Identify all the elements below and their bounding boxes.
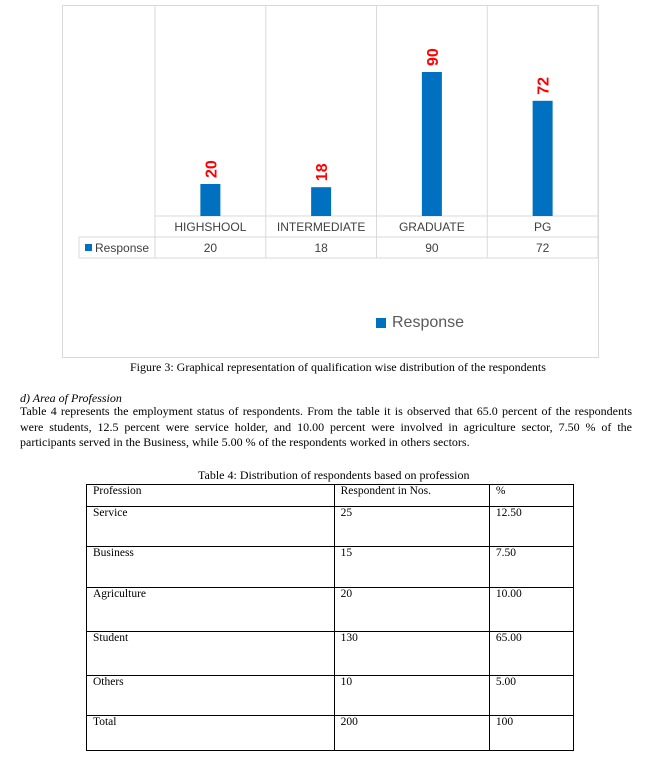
cell-percent: 65.00: [489, 632, 573, 676]
table-header-row: [87, 485, 574, 507]
bar: [311, 187, 331, 216]
cell-profession: Agriculture: [87, 588, 335, 632]
cell-percent: 12.50: [489, 507, 573, 547]
cell-profession: Student: [87, 632, 335, 676]
cell-respondents: 20: [334, 588, 489, 632]
data-label: 72: [535, 77, 553, 95]
category-label: HIGHSHOOL: [174, 220, 247, 234]
table-row: [87, 507, 574, 547]
cell-percent: 10.00: [489, 588, 573, 632]
bar: [422, 72, 442, 216]
table-row: [87, 716, 574, 751]
cell-percent: 7.50: [489, 547, 573, 588]
header-profession: Profession: [87, 485, 335, 507]
table-row: [87, 632, 574, 676]
category-label: GRADUATE: [398, 220, 465, 234]
header-respondents: Respondent in Nos.: [334, 485, 489, 507]
legend-label: Response: [392, 314, 465, 331]
table-caption: Table 4: Distribution of respondents based on profession: [198, 468, 470, 482]
cell-profession: Business: [87, 547, 335, 588]
cell-profession: Total: [87, 716, 335, 751]
header-percent: %: [489, 485, 573, 507]
table-row: [87, 547, 574, 588]
bar: [533, 101, 553, 216]
data-table-value: 18: [314, 241, 328, 255]
data-label: 90: [424, 48, 442, 66]
data-table-row-label: Response: [95, 241, 150, 255]
data-table-value: 72: [535, 241, 550, 255]
cell-respondents: 10: [334, 676, 489, 716]
category-label: INTERMEDIATE: [276, 220, 366, 234]
section-paragraph: Table 4 represents the employment status of respondents. From the table it is observed that 65.0 percent of the respondents were students, 12.5 percent were service holder, and 10.00 percent were involved in agriculture sector, 7.50 % of the participants served in the Business, while 5.00 % of the respondents worked in others sectors.: [20, 404, 632, 449]
data-table-value: 20: [203, 241, 218, 255]
table-row: [87, 588, 574, 632]
bar: [200, 184, 220, 216]
legend-swatch: [376, 318, 386, 328]
chart-legend: [376, 314, 464, 332]
data-label: 18: [314, 163, 332, 182]
cell-percent: 100: [489, 716, 573, 751]
data-label: 20: [203, 160, 221, 178]
section-heading: d) Area of Profession: [20, 391, 122, 405]
data-table-value: 90: [425, 241, 439, 255]
table-row: [87, 676, 574, 716]
cell-respondents: 25: [334, 507, 489, 547]
chart-frame: [62, 5, 599, 358]
cell-respondents: 200: [334, 716, 489, 751]
category-label: PG: [533, 220, 552, 234]
cell-respondents: 130: [334, 632, 489, 676]
bar-chart: [63, 6, 600, 306]
cell-respondents: 15: [334, 547, 489, 588]
cell-profession: Others: [87, 676, 335, 716]
profession-table: [86, 484, 574, 751]
cell-percent: 5.00: [489, 676, 573, 716]
cell-profession: Service: [87, 507, 335, 547]
data-table-legend-key: [85, 244, 92, 251]
figure-caption: Figure 3: Graphical representation of qualification wise distribution of the respondents: [130, 360, 546, 374]
